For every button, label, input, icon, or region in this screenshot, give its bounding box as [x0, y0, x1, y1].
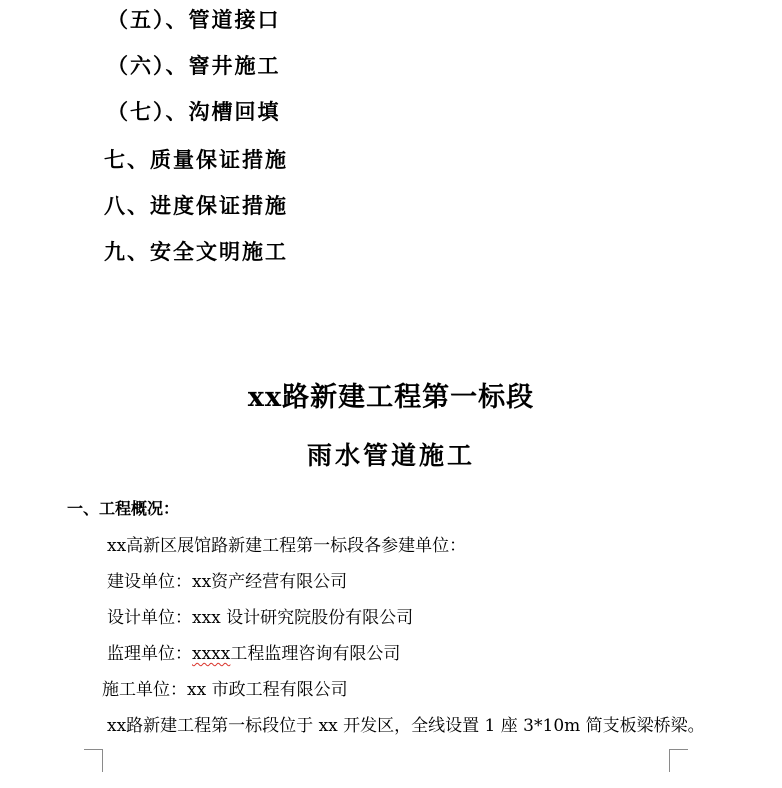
toc-item-trench-backfill: （七）、沟槽回填 [107, 99, 281, 124]
contractor-line: 施工单位：xx 市政工程有限公司 [102, 680, 348, 700]
toc-item-safety: 九、安全文明施工 [104, 239, 288, 264]
toc-item-pipe-joint: （五）、管道接口 [107, 7, 281, 32]
toc-item-quality: 七、质量保证措施 [104, 147, 288, 172]
section-heading: 一、工程概况： [67, 499, 180, 518]
document-title: xx路新建工程第一标段 [247, 382, 535, 413]
description-line: xx路新建工程第一标段位于 xx 开发区，全线设置 1 座 3*10m 简支板梁桥梁。 [107, 716, 705, 736]
toc-item-schedule: 八、进度保证措施 [104, 193, 288, 218]
document-subtitle: 雨水管道施工 [306, 441, 475, 470]
builder-line: 建设单位：xx资产经营有限公司 [107, 572, 348, 592]
supervisor-prefix: 监理单位： [107, 644, 192, 664]
page-corner-marker-right [669, 749, 688, 772]
supervisor-line [107, 642, 400, 666]
spellcheck-flagged-word: xxxx [192, 644, 231, 664]
toc-item-manhole: （六）、窨井施工 [107, 53, 281, 78]
supervisor-suffix: 工程监理咨询有限公司 [230, 644, 401, 664]
intro-line: xx高新区展馆路新建工程第一标段各参建单位： [107, 536, 467, 556]
designer-line: 设计单位：xxx 设计研究院股份有限公司 [107, 608, 414, 628]
page-corner-marker-left [84, 749, 103, 772]
